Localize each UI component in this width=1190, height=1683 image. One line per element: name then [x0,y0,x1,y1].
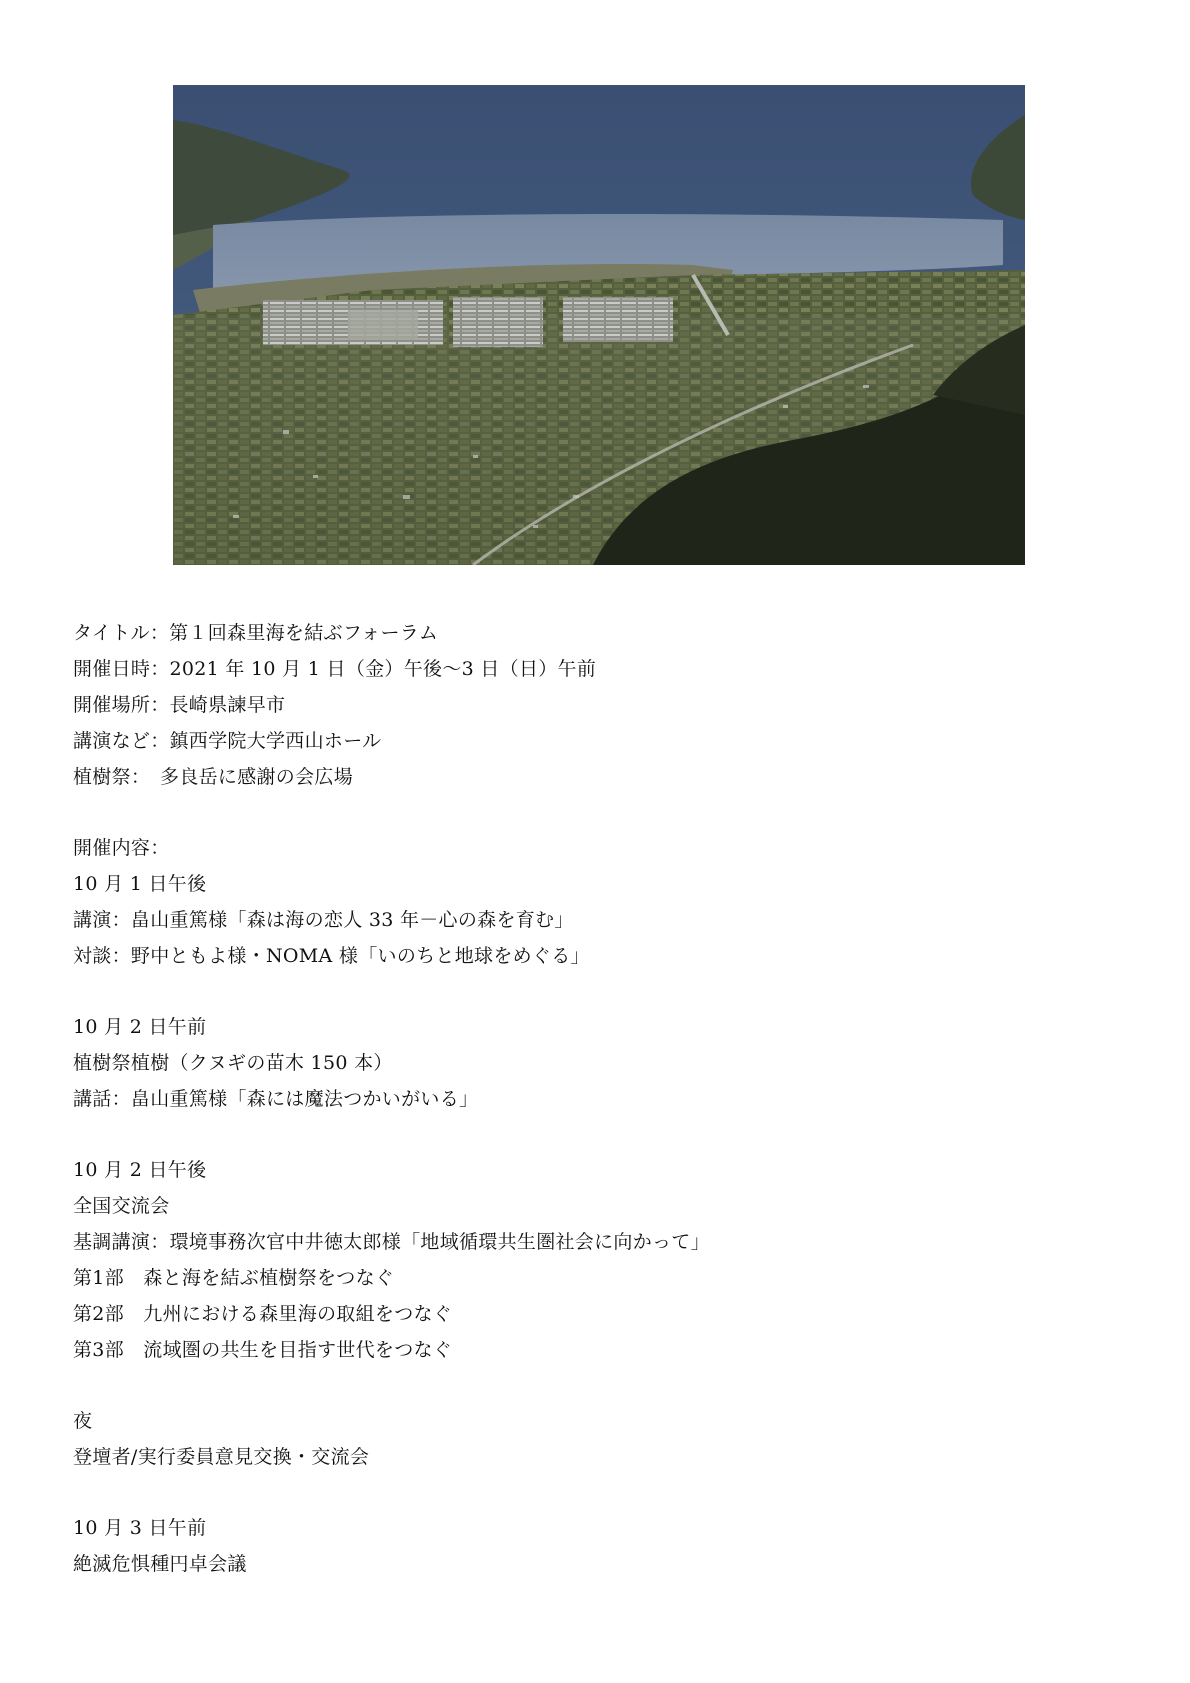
day2-am-title: 10 月 2 日午前 [73,1016,207,1038]
day2-am-item: 植樹祭植樹（クヌギの苗木 150 本） [73,1052,393,1074]
day2-pm-title: 10 月 2 日午後 [73,1159,207,1181]
day1-pm-item: 対談：野中ともよ様・NOMA 様「いのちと地球をめぐる」 [73,945,590,967]
day3-am-title: 10 月 3 日午前 [73,1517,207,1539]
day2-pm-item: 第2部 九州における森里海の取組をつなぐ [73,1303,453,1325]
event-dates: 開催日時：2021 年 10 月 1 日（金）午後〜3 日（日）午前 [73,658,597,680]
day1-pm-title: 10 月 1 日午後 [73,873,207,895]
night-title: 夜 [73,1410,93,1432]
day2-pm-item: 全国交流会 [73,1195,170,1217]
aerial-photo [173,85,1025,565]
day3-am-item: 絶滅危惧種円卓会議 [73,1553,247,1575]
day2-pm-item: 第3部 流域圏の共生を目指す世代をつなぐ [73,1339,453,1361]
lecture-venue: 講演など：鎮西学院大学西山ホール [73,730,382,752]
day2-am-item: 講話：畠山重篤様「森には魔法つかいがいる」 [73,1088,479,1110]
day1-pm-item: 講演：畠山重篤様「森は海の恋人 33 年－心の森を育む」 [73,909,574,931]
program-heading: 開催内容： [73,837,170,859]
event-title: タイトル：第１回森里海を結ぶフォーラム [73,622,439,644]
night-item: 登壇者/実行委員意見交換・交流会 [73,1446,370,1468]
day2-pm-item: 基調講演：環境事務次官中井徳太郎様「地域循環共生圏社会に向かって」 [73,1231,710,1253]
planting-venue: 植樹祭： 多良岳に感謝の会広場 [73,766,354,788]
event-venue: 開催場所：長崎県諫早市 [73,694,286,716]
day2-pm-item: 第1部 森と海を結ぶ植樹祭をつなぐ [73,1267,395,1289]
